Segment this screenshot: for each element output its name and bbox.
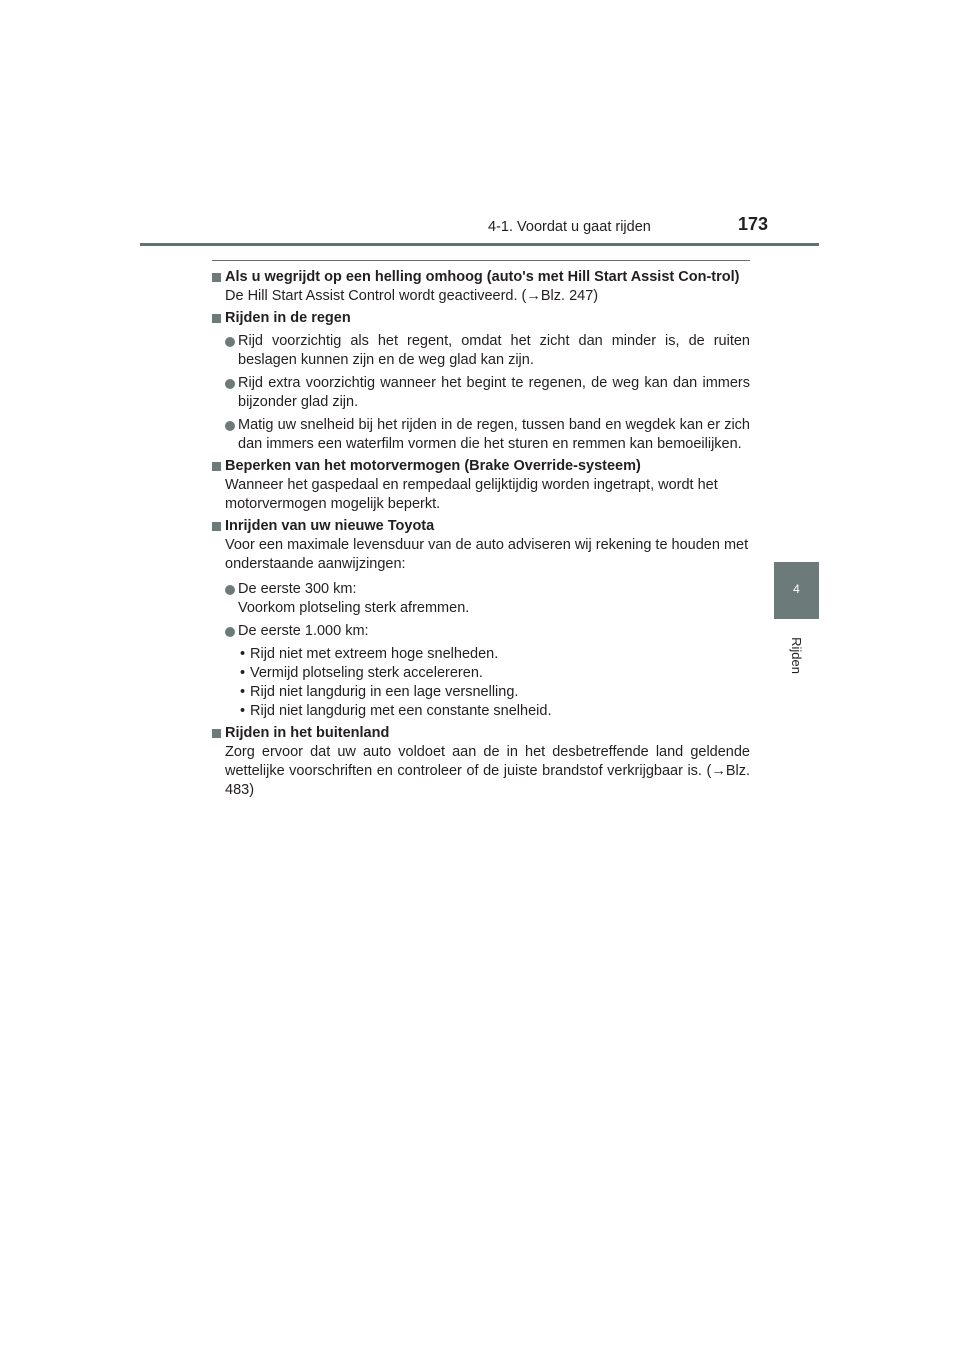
- dot-bullet-icon: •: [240, 665, 246, 681]
- section-heading: [212, 517, 750, 536]
- circle-bullet-icon: [225, 421, 235, 431]
- dot-bullet-icon: •: [240, 684, 246, 700]
- dot-bullet-icon: •: [240, 646, 246, 662]
- section-heading-text: Inrijden van uw nieuwe Toyota: [225, 518, 435, 534]
- section-heading: [212, 268, 750, 287]
- list-item-text: Voorkom plotseling sterk afremmen.: [238, 600, 470, 616]
- chapter-tab-label-text: Rijden: [788, 636, 804, 674]
- section-abroad: [212, 724, 750, 800]
- dot-bullet-icon: •: [240, 703, 246, 719]
- list-item: [212, 622, 750, 641]
- section-heading: [212, 724, 750, 743]
- circle-bullet-icon: [225, 585, 235, 595]
- sub-list: [212, 645, 750, 721]
- chapter-section-title: 4-1. Voordat u gaat rijden: [488, 219, 651, 235]
- section-hill-start: [212, 268, 750, 306]
- sub-list-item-text: Vermijd plotseling sterk accelereren.: [250, 665, 483, 681]
- header-divider: [140, 243, 819, 246]
- list-item-text: De eerste 1.000 km:: [238, 623, 369, 639]
- sub-list-item: [212, 645, 750, 664]
- list-item: [212, 580, 750, 618]
- circle-bullet-icon: [225, 379, 235, 389]
- content-top-divider: [212, 260, 750, 261]
- chapter-tab-label: [772, 631, 820, 679]
- list-item-text: Matig uw snelheid bij het rijden in de regen, tussen band en wegdek kan er zich dan immers een waterfilm vormen die het sturen en remmen kan bemoeilijken.: [238, 417, 750, 452]
- list-item: [212, 332, 750, 370]
- list-item-text: Rijd extra voorzichtig wanneer het begint te regenen, de weg kan dan immers bijzonder glad zijn.: [238, 375, 750, 410]
- circle-bullet-icon: [225, 337, 235, 347]
- sub-list-item-text: Rijd niet met extreem hoge snelheden.: [250, 646, 499, 662]
- section-heading-text: Beperken van het motorvermogen (Brake Override-systeem): [225, 458, 641, 474]
- square-bullet-icon: [212, 522, 221, 531]
- section-heading: [212, 309, 750, 328]
- section-heading-text: Als u wegrijdt op een helling omhoog (auto's met Hill Start Assist Con-trol): [225, 269, 740, 285]
- section-break-in: [212, 517, 750, 721]
- sub-list-item: [212, 683, 750, 702]
- sub-list-item-text: Rijd niet langdurig in een lage versnelling.: [250, 684, 519, 700]
- list-item-text: Rijd voorzichtig als het regent, omdat het zicht dan minder is, de ruiten beslagen kunnen zijn en de weg glad kan zijn.: [238, 333, 750, 368]
- section-heading-text: Rijden in de regen: [225, 310, 351, 326]
- circle-bullet-icon: [225, 627, 235, 637]
- chapter-tab: [774, 562, 819, 619]
- square-bullet-icon: [212, 729, 221, 738]
- list-item-text: De eerste 300 km:: [238, 581, 357, 597]
- square-bullet-icon: [212, 462, 221, 471]
- square-bullet-icon: [212, 314, 221, 323]
- page-content: [212, 268, 750, 803]
- section-text: Zorg ervoor dat uw auto voldoet aan de in het desbetreffende land geldende wettelijke voorschriften en controleer of de juiste brandstof verkrijgbaar is. (→Blz. 483): [225, 744, 750, 798]
- sub-list-item: [212, 702, 750, 721]
- square-bullet-icon: [212, 273, 221, 282]
- section-text: Voor een maximale levensduur van de auto adviseren wij rekening te houden met onderstaande aanwijzingen:: [225, 537, 749, 572]
- chapter-tab-number: 4: [793, 582, 800, 596]
- section-heading-text: Rijden in het buitenland: [225, 725, 390, 741]
- page-number: 173: [738, 214, 769, 234]
- section-text: Wanneer het gaspedaal en rempedaal gelijktijdig worden ingetrapt, wordt het motorvermogen mogelijk beperkt.: [225, 477, 718, 512]
- sub-list-item: [212, 664, 750, 683]
- list-item: [212, 374, 750, 412]
- section-heading: [212, 457, 750, 476]
- section-rain: [212, 309, 750, 454]
- section-text: De Hill Start Assist Control wordt geactiveerd. (→Blz. 247): [225, 288, 599, 304]
- section-brake-override: [212, 457, 750, 514]
- list-item: [212, 416, 750, 454]
- sub-list-item-text: Rijd niet langdurig met een constante snelheid.: [250, 703, 552, 719]
